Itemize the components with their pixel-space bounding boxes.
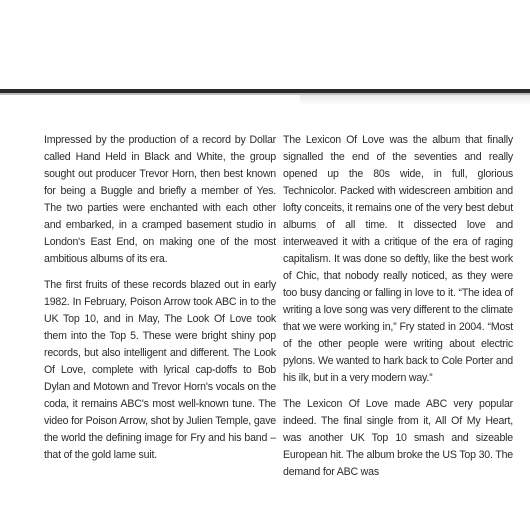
left-paragraph-1: Impressed by the production of a record by Dollar called Hand Held in Black and White, the group sought out producer Trevor Horn, then best known for being a Buggle and briefly a member of Yes. The two parties were enchanted with each other and embarked, in a cramped basement studio in London's East End, on making one of the most ambitious albums of its era. — [44, 134, 276, 265]
right-paragraph-1: The Lexicon Of Love was the album that finally signalled the end of the seventies and really opened up the 80s wide, in full, glorious Technicolor. Packed with widescreen ambition and lofty conceits, it remains one of the very best debut albums of all time. It dissected love and interweaved it with a critique of the era of raging capitalism. It was done so deftly, like the best work of Chic, that nobody really noticed, as they were too busy dancing or falling in love to it. “The idea of writing a love song was very different to the climate that we were working in,” Fry stated in 2004. “Most of the other people were writing about electric pylons. We wanted to hark back to Cole Porter and his ilk, but in a very modern way.” — [283, 134, 513, 384]
left-paragraph-2: The first fruits of these records blazed out in early 1982. In February, Poison Arrow took ABC in to the UK Top 10, and in May, The Look Of Love took them into the Top 5. These were bright shiny pop records, but also intelligent and different. The Look Of Love, complete with lyrical cap-doffs to Bob Dylan and Motown and Trevor Horn's vocals on the coda, it remains ABC's most well-known tune. The video for Poison Arrow, shot by Julien Temple, gave the world the defining image for Fry and his band – that of the gold lame suit. — [44, 279, 276, 461]
right-paragraph-2: The Lexicon Of Love made ABC very popular indeed. The final single from it, All Of My Heart, was another UK Top 10 smash and sizeable European hit. The album broke the US Top 30. The demand for ABC was — [283, 398, 513, 478]
right-text-column — [283, 132, 513, 490]
header-rule-fade — [300, 95, 530, 105]
left-text-column — [44, 132, 276, 473]
